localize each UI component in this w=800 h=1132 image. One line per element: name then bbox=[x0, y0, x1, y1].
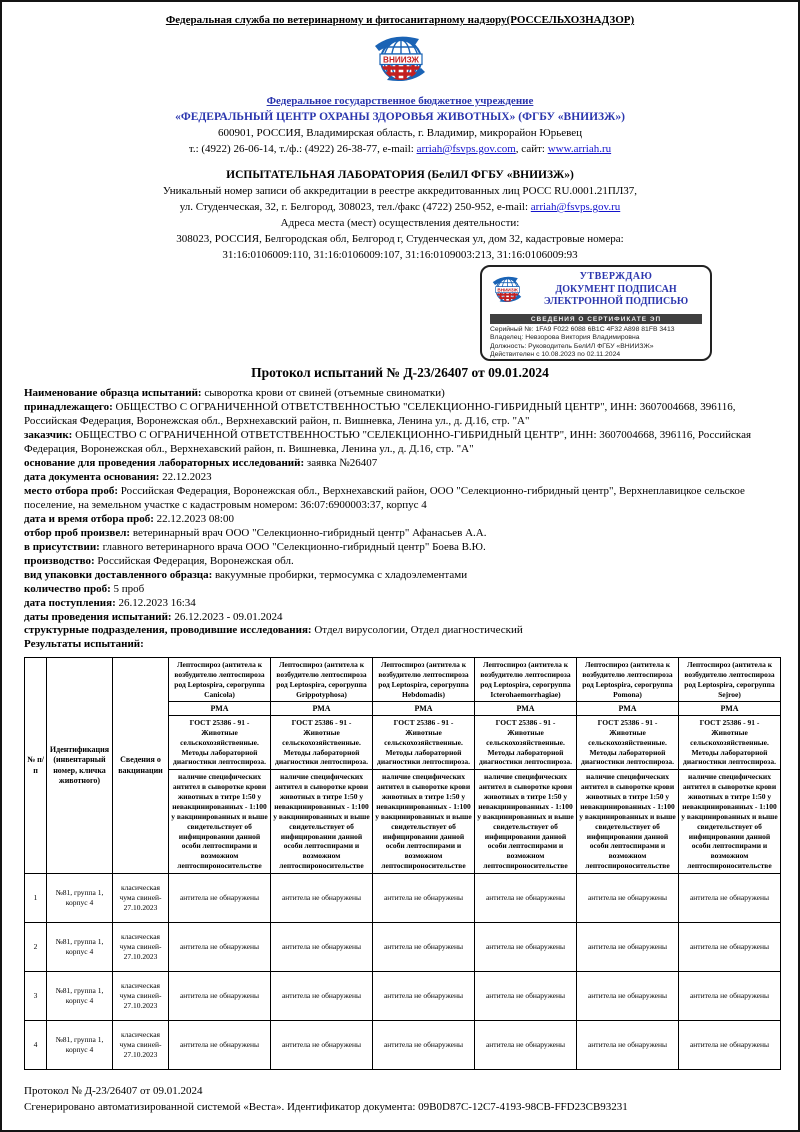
row-vaccination: класическая чума свиней- 27.10.2023 bbox=[113, 1021, 169, 1070]
criteria-cell: наличие специфических антител в сыворотке крови животных в титре 1:50 у невакцинированных - 1:100 у вакцинированных и выше свидетельствует об инфицировании данной особи лептоспирами и возможном лептоспироносительстве bbox=[577, 770, 679, 874]
signature-stamp-row bbox=[24, 265, 776, 361]
criteria-cell: наличие специфических антител в сыворотке крови животных в титре 1:50 у невакцинированных - 1:100 у вакцинированных и выше свидетельствует об инфицировании данной особи лептоспирами и возможном лептоспироносительстве bbox=[475, 770, 577, 874]
table-row bbox=[25, 923, 781, 972]
field-sampling-datetime: дата и время отбора проб: 22.12.2023 08:00 bbox=[24, 512, 234, 525]
standard-cell: ГОСТ 25386 - 91 - Животные сельскохозяйственные. Методы лабораторной диагностики лептоспироза. bbox=[169, 716, 271, 770]
row-vaccination: класическая чума свиней- 27.10.2023 bbox=[113, 874, 169, 923]
result-cell: антитела не обнаружены bbox=[169, 1021, 271, 1070]
lab-email-link[interactable]: arriah@fsvps.gov.ru bbox=[530, 201, 621, 213]
result-cell: антитела не обнаружены bbox=[373, 972, 475, 1021]
lab-activity-address: 308023, РОССИЯ, Белгородская обл, Белгород г, Студенческая ул, дом 32, кадастровые номера: bbox=[176, 233, 624, 245]
org-name-line: «ФЕДЕРАЛЬНЫЙ ЦЕНТР ОХРАНЫ ЗДОРОВЬЯ ЖИВОТНЫХ» (ФГБУ «ВНИИЗЖ») bbox=[175, 111, 625, 123]
stamp-signed-line1: ДОКУМЕНТ ПОДПИСАН bbox=[555, 284, 677, 295]
method-cell: РМА bbox=[169, 702, 271, 716]
row-vaccination: класическая чума свиней- 27.10.2023 bbox=[113, 923, 169, 972]
row-num: 1 bbox=[25, 874, 47, 923]
method-cell: РМА bbox=[373, 702, 475, 716]
row-id: №81, группа 1, корпус 4 bbox=[47, 874, 113, 923]
stamp-certificate-bar: СВЕДЕНИЯ О СЕРТИФИКАТЕ ЭП bbox=[490, 314, 702, 324]
result-cell: антитела не обнаружены bbox=[373, 1021, 475, 1070]
org-type-line: Федеральное государственное бюджетное учреждение bbox=[266, 95, 534, 107]
logo-text: ВНИИЗЖ bbox=[383, 55, 419, 65]
field-owner: принадлежащего: ОБЩЕСТВО С ОГРАНИЧЕННОЙ ОТВЕТСТВЕННОСТЬЮ "СЕЛЕКЦИОННО-ГИБРИДНЫЙ ЦЕНТР", ИНН: 3607004668, 396116, Российская Федерация, Воронежская обл., Верхнехавский район, п. Вишневка, Ленина ул., д. Д.16, стр. "А" bbox=[24, 400, 736, 427]
method-cell: РМА bbox=[577, 702, 679, 716]
digital-signature-stamp bbox=[480, 265, 712, 361]
org-contacts-line bbox=[24, 143, 776, 155]
lab-title: ИСПЫТАТЕЛЬНАЯ ЛАБОРАТОРИЯ (БелИЛ ФГБУ «ВНИИЗЖ») bbox=[226, 169, 574, 181]
stamp-validity: Действителен с 10.08.2023 по 02.11.2024 bbox=[490, 351, 621, 359]
result-cell: антитела не обнаружены bbox=[679, 1021, 781, 1070]
test-header-hebdomadis: Лептоспироз (антитела к возбудителю лептоспироза род Leptospira, серогруппа Hebdomadis) bbox=[373, 658, 475, 702]
page-footer bbox=[24, 1084, 628, 1116]
result-cell: антитела не обнаружены bbox=[577, 972, 679, 1021]
stamp-logo-icon bbox=[488, 271, 528, 311]
result-cell: антитела не обнаружены bbox=[169, 923, 271, 972]
org-address-line: 600901, РОССИЯ, Владимирская область, г. Владимир, микрорайон Юрьевец bbox=[218, 127, 582, 139]
row-num: 2 bbox=[25, 923, 47, 972]
result-cell: антитела не обнаружены bbox=[577, 923, 679, 972]
result-cell: антитела не обнаружены bbox=[679, 923, 781, 972]
stamp-owner: Владелец: Невзорова Виктория Владимировна bbox=[490, 334, 640, 342]
method-cell: РМА bbox=[475, 702, 577, 716]
row-id: №81, группа 1, корпус 4 bbox=[47, 923, 113, 972]
results-heading: Результаты испытаний: bbox=[24, 638, 144, 651]
method-cell: РМА bbox=[271, 702, 373, 716]
col-header-num: № п/п bbox=[25, 658, 47, 874]
field-sample-name: Наименование образца испытаний: сыворотка крови от свиней (отъемные свиноматки) bbox=[24, 387, 445, 399]
field-sampling-place: место отбора проб: Российская Федерация, Воронежская обл., Верхнехавский район, ООО "Селекционно-гибридный центр", Верхнеплавицкое сельское поселение, на земельном участке с кадастровым номером: 36:07:6900003:37, корпус 4 bbox=[24, 484, 745, 511]
protocol-title: Протокол испытаний № Д-23/26407 от 09.01.2024 bbox=[251, 365, 549, 380]
standard-cell: ГОСТ 25386 - 91 - Животные сельскохозяйственные. Методы лабораторной диагностики лептоспироза. bbox=[475, 716, 577, 770]
contacts-mid: , сайт: bbox=[515, 143, 548, 155]
criteria-cell: наличие специфических антител в сыворотке крови животных в титре 1:50 у невакцинированных - 1:100 у вакцинированных и выше свидетельствует об инфицировании данной особи лептоспирами и возможном лептоспироносительстве bbox=[271, 770, 373, 874]
header-row-test-names bbox=[25, 658, 781, 702]
row-id: №81, группа 1, корпус 4 bbox=[47, 1021, 113, 1070]
criteria-cell: наличие специфических антител в сыворотке крови животных в титре 1:50 у невакцинированных - 1:100 у вакцинированных и выше свидетельствует об инфицировании данной особи лептоспирами и возможном лептоспироносительстве bbox=[373, 770, 475, 874]
results-table bbox=[24, 657, 781, 1070]
federal-service-line: Федеральная служба по ветеринарному и фитосанитарному надзору(РОССЕЛЬХОЗНАДЗОР) bbox=[165, 14, 635, 26]
org-email-link[interactable]: arriah@fsvps.gov.com bbox=[416, 143, 516, 155]
stamp-position: Должность: Руководитель БелИЛ ФГБУ «ВНИИЗЖ» bbox=[490, 342, 654, 350]
lab-activity-label: Адреса места (мест) осуществления деятельности: bbox=[280, 217, 520, 229]
result-cell: антитела не обнаружены bbox=[475, 923, 577, 972]
lab-accreditation-line: Уникальный номер записи об аккредитации в реестре аккредитованных лиц РОСС RU.0001.21ПЛ37, bbox=[162, 185, 638, 197]
standard-cell: ГОСТ 25386 - 91 - Животные сельскохозяйственные. Методы лабораторной диагностики лептоспироза. bbox=[679, 716, 781, 770]
table-row bbox=[25, 972, 781, 1021]
field-basis-date: дата документа основания: 22.12.2023 bbox=[24, 470, 212, 483]
method-cell: РМА bbox=[679, 702, 781, 716]
test-header-grippotyphosa: Лептоспироз (антитела к возбудителю лептоспироза род Leptospira, серогруппа Grippotyphosa) bbox=[271, 658, 373, 702]
globe-logo-icon bbox=[367, 30, 433, 88]
result-cell: антитела не обнаружены bbox=[577, 874, 679, 923]
result-cell: антитела не обнаружены bbox=[271, 874, 373, 923]
contacts-prefix: т.: (4922) 26-06-14, т./ф.: (4922) 26-38-77, e-mail: bbox=[188, 143, 417, 155]
row-num: 4 bbox=[25, 1021, 47, 1070]
lab-address-prefix: ул. Студенческая, 32, г. Белгород, 308023, тел./факс (4722) 250-952, e-mail: bbox=[179, 201, 531, 213]
row-vaccination: класическая чума свиней- 27.10.2023 bbox=[113, 972, 169, 1021]
result-cell: антитела не обнаружены bbox=[679, 874, 781, 923]
result-cell: антитела не обнаружены bbox=[475, 874, 577, 923]
field-departments: структурные подразделения, проводившие исследования: Отдел вирусологии, Отдел диагностический bbox=[24, 624, 523, 637]
standard-cell: ГОСТ 25386 - 91 - Животные сельскохозяйственные. Методы лабораторной диагностики лептоспироза. bbox=[577, 716, 679, 770]
lab-cadastral-numbers: 31:16:0106009:110, 31:16:0106009:107, 31:16:0109003:213, 31:16:0106009:93 bbox=[222, 249, 578, 261]
result-cell: антитела не обнаружены bbox=[475, 1021, 577, 1070]
row-id: №81, группа 1, корпус 4 bbox=[47, 972, 113, 1021]
stamp-serial: Серийный №: 1FA9 F022 6088 6B1C 4F32 A898 81FB 3413 bbox=[490, 326, 675, 333]
table-row bbox=[25, 1021, 781, 1070]
field-production: производство: Российская Федерация, Воронежская обл. bbox=[24, 554, 294, 567]
protocol-fields bbox=[24, 387, 776, 652]
result-cell: антитела не обнаружены bbox=[577, 1021, 679, 1070]
col-header-id: Идентификация (инвентарный номер, кличка животного) bbox=[47, 658, 113, 874]
footer-protocol-number: Протокол № Д-23/26407 от 09.01.2024 bbox=[24, 1085, 203, 1098]
test-header-canicola: Лептоспироз (антитела к возбудителю лептоспироза род Leptospira, серогруппа Canicola) bbox=[169, 658, 271, 702]
stamp-approve-text: УТВЕРЖДАЮ bbox=[579, 271, 653, 282]
field-test-dates: даты проведения испытаний: 26.12.2023 - 09.01.2024 bbox=[24, 610, 283, 623]
result-cell: антитела не обнаружены bbox=[373, 923, 475, 972]
footer-generated-by: Сгенерировано автоматизированной системой «Веста». Идентификатор документа: 09B0D87C-12C7-4193-98CB-FFD23CB93231 bbox=[24, 1101, 628, 1114]
row-num: 3 bbox=[25, 972, 47, 1021]
result-cell: антитела не обнаружены bbox=[373, 874, 475, 923]
field-packaging: вид упаковки доставленного образца: вакуумные пробирки, термосумка с хладоэлементами bbox=[24, 568, 468, 581]
field-receipt-date: дата поступления: 26.12.2023 16:34 bbox=[24, 596, 196, 609]
vniizh-logo bbox=[367, 30, 433, 93]
stamp-signed-line2: ЭЛЕКТРОННОЙ ПОДПИСЬЮ bbox=[543, 295, 689, 307]
test-header-sejroe: Лептоспироз (антитела к возбудителю лептоспироза род Leptospira, серогруппа Sejroe) bbox=[679, 658, 781, 702]
standard-cell: ГОСТ 25386 - 91 - Животные сельскохозяйственные. Методы лабораторной диагностики лептоспироза. bbox=[373, 716, 475, 770]
col-header-vaccination: Сведения о вакцинации bbox=[113, 658, 169, 874]
criteria-cell: наличие специфических антител в сыворотке крови животных в титре 1:50 у невакцинированных - 1:100 у вакцинированных и выше свидетельствует об инфицировании данной особи лептоспирами и возможном лептоспироносительстве bbox=[169, 770, 271, 874]
field-customer: заказчик: ОБЩЕСТВО С ОГРАНИЧЕННОЙ ОТВЕТСТВЕННОСТЬЮ "СЕЛЕКЦИОННО-ГИБРИДНЫЙ ЦЕНТР", ИНН: 3607004668, 396116, Российская Федерация, Воронежская обл., Верхнехавский район, п. Вишневка, Ленина ул., д. Д.16, стр. "А" bbox=[24, 428, 752, 455]
org-site-link[interactable]: www.arriah.ru bbox=[547, 143, 612, 155]
field-basis: основание для проведения лабораторных исследований: заявка №26407 bbox=[24, 456, 378, 469]
result-cell: антитела не обнаружены bbox=[169, 874, 271, 923]
standard-cell: ГОСТ 25386 - 91 - Животные сельскохозяйственные. Методы лабораторной диагностики лептоспироза. bbox=[271, 716, 373, 770]
result-cell: антитела не обнаружены bbox=[475, 972, 577, 1021]
field-sample-count: количество проб: 5 проб bbox=[24, 582, 145, 595]
result-cell: антитела не обнаружены bbox=[169, 972, 271, 1021]
test-header-icterohaemorrhagiae: Лептоспироз (антитела к возбудителю лептоспироза род Leptospira, серогруппа Icterohaemorrhagiae) bbox=[475, 658, 577, 702]
result-cell: антитела не обнаружены bbox=[271, 972, 373, 1021]
criteria-cell: наличие специфических антител в сыворотке крови животных в титре 1:50 у невакцинированных - 1:100 у вакцинированных и выше свидетельствует об инфицировании данной особи лептоспирами и возможном лептоспироносительстве bbox=[679, 770, 781, 874]
result-cell: антитела не обнаружены bbox=[679, 972, 781, 1021]
field-sampler: отбор проб произвел: ветеринарный врач ООО "Селекционно-гибридный центр" Афанасьев А.А. bbox=[24, 526, 487, 539]
test-header-pomona: Лептоспироз (антитела к возбудителю лептоспироза род Leptospira, серогруппа Pomona) bbox=[577, 658, 679, 702]
result-cell: антитела не обнаружены bbox=[271, 1021, 373, 1070]
field-witness: в присутствии: главного ветеринарного врача ООО "Селекционно-гибридный центр" Боева В.Ю. bbox=[24, 540, 486, 553]
lab-address-line bbox=[24, 201, 776, 213]
table-row bbox=[25, 874, 781, 923]
result-cell: антитела не обнаружены bbox=[271, 923, 373, 972]
